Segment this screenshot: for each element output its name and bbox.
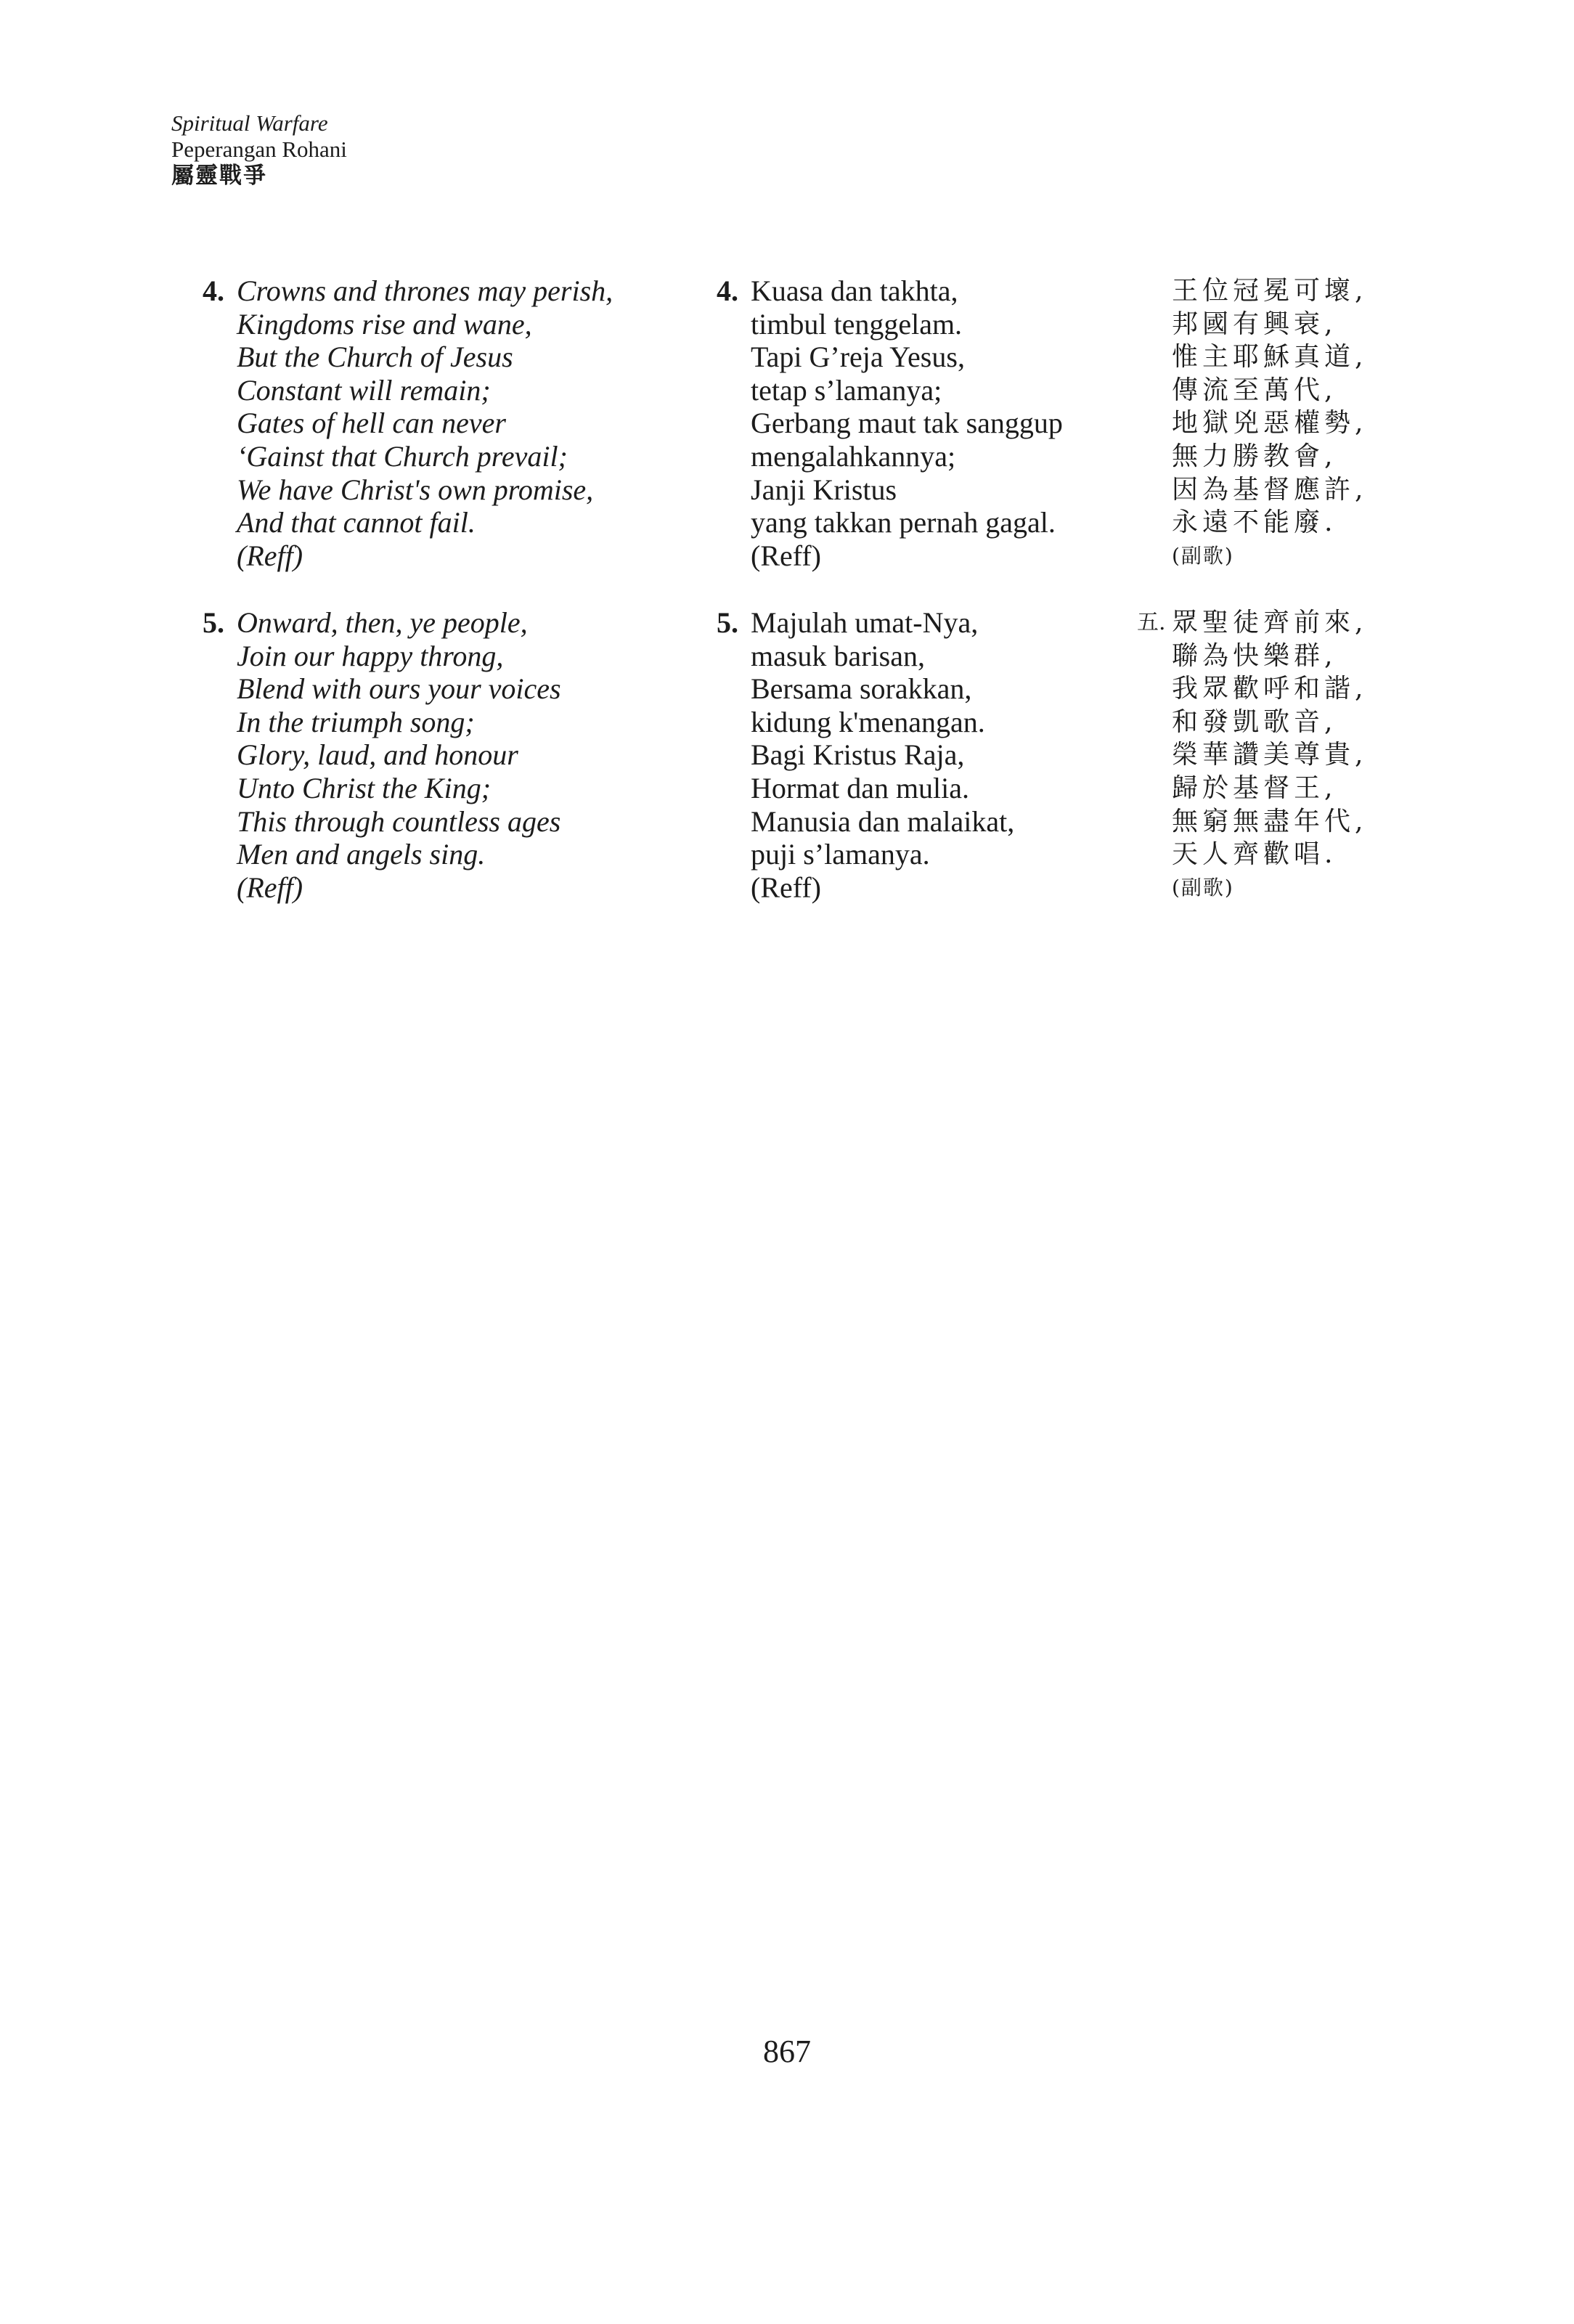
refrain-marker: (Reff) (237, 539, 303, 572)
lyric-line: Bagi Kristus Raja, (751, 738, 965, 772)
lyric-line: 聯為快樂群, (1172, 640, 1337, 671)
lyric-line: We have Christ's own promise, (237, 473, 594, 506)
verse-number: 4. (203, 274, 224, 307)
lyric-line: Kuasa dan takhta, (751, 274, 958, 307)
lyric-line: 無力勝教會, (1172, 441, 1337, 471)
lyric-line: 歸於基督王, (1172, 772, 1337, 803)
lyric-line: But the Church of Jesus (237, 341, 513, 374)
lyric-line: 天人齊歡唱. (1172, 839, 1337, 870)
page-number: 867 (763, 2034, 811, 2069)
refrain-marker: (Reff) (751, 871, 821, 904)
lyric-line: Gates of hell can never (237, 407, 506, 440)
header-title-chinese: 屬靈戰爭 (171, 163, 267, 188)
verse-5-chinese (1137, 606, 1368, 904)
verse-number: 5. (203, 606, 224, 639)
header-title-indonesian: Peperangan Rohani (171, 136, 347, 162)
refrain-marker: (Reff) (237, 871, 303, 904)
lyric-line: In the triumph song; (237, 705, 475, 738)
lyric-line: Tapi G’reja Yesus, (751, 341, 965, 374)
lyric-line: kidung k'menangan. (751, 705, 985, 738)
lyric-line: And that cannot fail. (237, 506, 476, 539)
lyric-line: masuk barisan, (751, 639, 925, 672)
lyric-line: Join our happy throng, (237, 639, 504, 672)
lyric-line: 王位冠冕可壞, (1172, 276, 1368, 306)
lyric-line: yang takkan pernah gagal. (751, 506, 1056, 539)
lyric-line: Constant will remain; (237, 373, 491, 407)
lyric-line: mengalahkannya; (751, 439, 956, 473)
lyric-line: 邦國有興衰, (1172, 309, 1337, 339)
lyric-line: Unto Christ the King; (237, 771, 492, 804)
header-title-english: Spiritual Warfare (171, 110, 328, 136)
lyric-line: Crowns and thrones may perish, (237, 274, 613, 307)
lyric-line: 榮華讚美尊貴, (1172, 740, 1368, 770)
page-header (171, 110, 347, 189)
lyric-line: Onward, then, ye people, (237, 606, 528, 639)
lyric-line: Glory, laud, and honour (237, 738, 518, 772)
lyric-line: This through countless ages (237, 804, 561, 838)
lyric-line: 地獄兇惡權勢, (1172, 408, 1368, 439)
refrain-marker: (副歌) (1172, 875, 1234, 900)
lyric-line: Blend with ours your voices (237, 672, 561, 706)
refrain-marker: (Reff) (751, 539, 821, 572)
lyric-line: Janji Kristus (751, 473, 897, 506)
verse-4-english (203, 274, 613, 572)
lyric-line: Kingdoms rise and wane, (237, 307, 532, 341)
lyric-line: ‘Gainst that Church prevail; (237, 439, 568, 473)
lyric-line: Men and angels sing. (237, 838, 486, 871)
verse-5-indonesian (717, 606, 1015, 904)
lyric-line: tetap s’lamanya; (751, 373, 942, 407)
lyric-line: puji s’lamanya. (751, 838, 930, 871)
refrain-marker: (副歌) (1172, 543, 1234, 568)
lyric-line: 永遠不能廢. (1172, 507, 1337, 538)
lyric-line: 惟主耶穌真道, (1172, 342, 1368, 372)
verse-4-chinese (1172, 274, 1367, 572)
lyric-line: 和發凱歌音, (1172, 706, 1337, 737)
verse-number: 4. (717, 274, 738, 307)
lyric-line: 眾聖徒齊前來, (1172, 608, 1368, 637)
lyric-line: Hormat dan mulia. (751, 771, 970, 804)
lyric-line: 無窮無盡年代, (1172, 806, 1368, 836)
verse-5-english (203, 606, 561, 904)
verse-number: 五. (1137, 610, 1166, 635)
lyric-line: Bersama sorakkan, (751, 672, 972, 706)
lyric-line: Majulah umat-Nya, (751, 606, 979, 639)
lyric-line: timbul tenggelam. (751, 307, 963, 341)
lyric-line: 傳流至萬代, (1172, 375, 1337, 405)
lyric-line: Gerbang maut tak sanggup (751, 407, 1063, 440)
lyric-line: 因為基督應許, (1172, 474, 1368, 505)
verse-number: 5. (717, 606, 738, 639)
lyric-line: Manusia dan malaikat, (751, 804, 1015, 838)
verse-4-indonesian (717, 274, 1063, 572)
lyric-line: 我眾歡呼和諧, (1172, 674, 1368, 704)
